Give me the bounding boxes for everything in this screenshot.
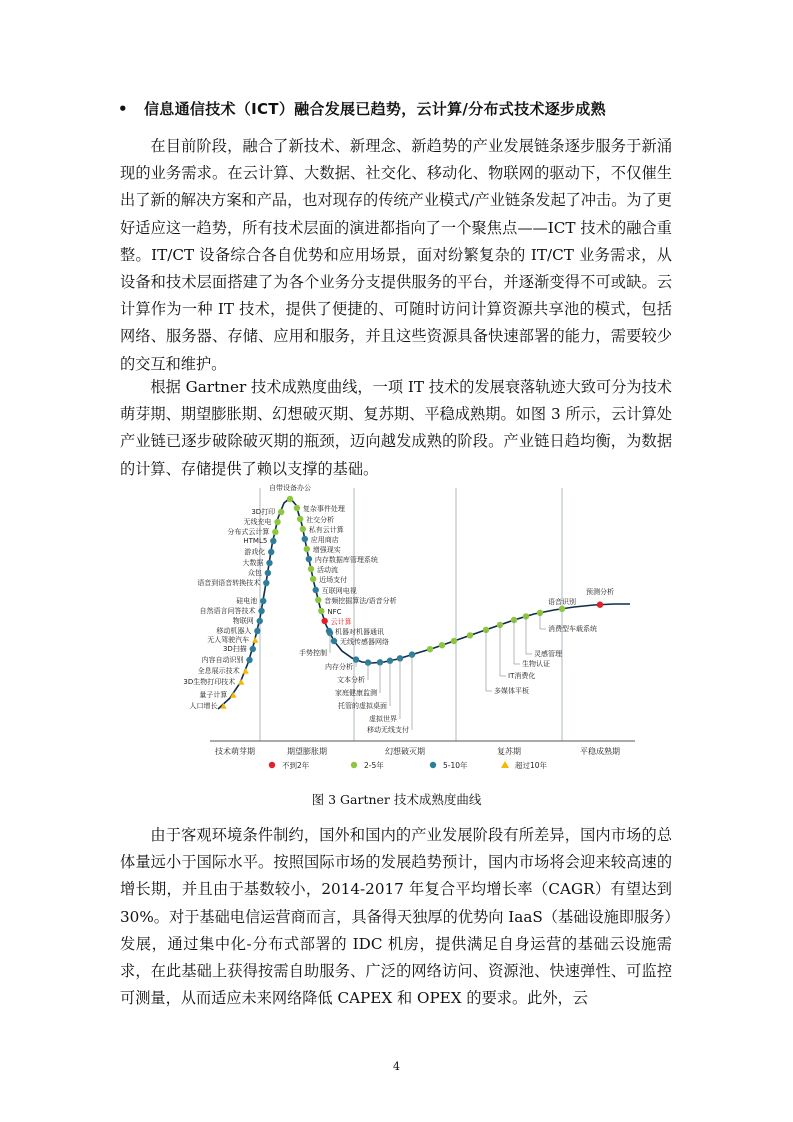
tech-marker — [268, 549, 274, 555]
tech-marker — [260, 598, 266, 604]
tech-label: 大数据 — [242, 559, 264, 567]
tech-label: 消费型车载系统 — [548, 625, 597, 633]
hype-cycle-chart — [183, 483, 640, 778]
tech-label: 虚拟世界 — [369, 715, 397, 723]
tech-label: 移动机器人 — [216, 627, 252, 635]
tech-label: 多媒体平板 — [494, 687, 529, 695]
legend-label: 5-10年 — [443, 761, 468, 770]
tech-marker — [297, 516, 303, 522]
tech-marker — [274, 519, 280, 525]
tech-label: 手势控制 — [299, 649, 327, 657]
tech-label: 机器对机器通讯 — [335, 628, 384, 636]
tech-marker — [331, 638, 337, 644]
tech-label: 无线充电 — [243, 518, 272, 526]
tech-label: 语音识别 — [548, 598, 576, 606]
tech-marker — [300, 526, 306, 532]
tech-marker — [294, 505, 300, 511]
tech-label: 分布式云计算 — [227, 528, 270, 536]
tech-label: 自然语言问答技术 — [199, 607, 256, 615]
legend-marker — [351, 762, 357, 768]
tech-label: 生物认证 — [522, 660, 550, 668]
tech-marker — [252, 637, 258, 643]
tech-marker — [559, 606, 565, 612]
tech-label: 无人驾驶汽车 — [207, 636, 250, 644]
tech-label: 活动流 — [317, 566, 338, 574]
tech-label: 内存分析 — [325, 663, 353, 671]
tech-marker — [597, 602, 603, 608]
tech-label: 物联网 — [232, 617, 254, 625]
tech-label: IT消费化 — [508, 672, 536, 680]
tech-label: NFC — [327, 608, 342, 616]
tech-label: 家庭健康监测 — [335, 689, 377, 697]
tech-label: 社交分析 — [306, 516, 335, 524]
tech-label: 游戏化 — [244, 548, 266, 556]
tech-marker — [257, 618, 263, 624]
tech-marker — [265, 570, 271, 576]
tech-marker — [278, 509, 284, 515]
tech-marker — [254, 628, 260, 634]
bullet: • — [118, 100, 128, 118]
tech-label: 增强现实 — [312, 546, 341, 554]
tech-label: 近场支付 — [319, 576, 348, 584]
tech-label: 灵感管理 — [534, 650, 562, 658]
tech-marker — [246, 657, 252, 663]
tech-label: 移动无线支付 — [367, 726, 409, 734]
tech-marker — [250, 646, 256, 652]
tech-marker — [306, 556, 312, 562]
tech-label: 人口增长 — [189, 702, 218, 710]
tech-marker — [308, 566, 314, 572]
legend-label: 不到2年 — [282, 761, 310, 770]
tech-label: 无线传感器网络 — [340, 638, 389, 646]
tech-marker — [315, 597, 321, 603]
legend-marker — [269, 762, 275, 768]
legend-marker — [430, 762, 436, 768]
phase-label: 幻想破灭期 — [385, 747, 425, 756]
tech-marker — [318, 608, 324, 614]
tech-marker — [302, 536, 308, 542]
tech-label: 内容自动识别 — [201, 656, 244, 664]
tech-label: 3D生物打印技术 — [183, 678, 236, 686]
phase-label: 技术萌芽期 — [215, 747, 255, 756]
legend-label: 超过10年 — [515, 761, 548, 770]
tech-label: 应用商店 — [310, 536, 339, 544]
tech-marker — [272, 529, 278, 535]
tech-marker — [321, 618, 327, 624]
tech-marker — [258, 608, 264, 614]
legend-label: 2-5年 — [364, 761, 384, 770]
tech-label: 预测分析 — [586, 588, 614, 596]
figure-caption: 图 3 Gartner 技术成熟度曲线 — [311, 792, 482, 807]
tech-marker — [270, 538, 276, 544]
tech-marker — [427, 646, 433, 652]
legend-marker — [501, 761, 509, 768]
tech-label: 文本分析 — [337, 676, 365, 684]
tech-label: 自带设备办公 — [269, 484, 311, 492]
heading-text: 信息通信技术（ICT）融合发展已趋势，云计算/分布式技术逐步成熟 — [144, 100, 606, 118]
phase-label: 平稳成熟期 — [580, 747, 620, 756]
tech-label: 音频挖掘算法/语音分析 — [324, 597, 397, 605]
tech-label: 云计算 — [330, 618, 352, 626]
paragraph-2: 根据 Gartner 技术成熟度曲线，一项 IT 技术的发展衰落轨迹大致可分为技术萌芽期、期望膨胀期、幻想破灭期、复苏期、平稳成熟期。如图 3 所示，云计算处产业链已逐步破除破灭期的瓶颈，迈向越发成熟的阶段。产业链日趋均衡，为数据的计算、存储提供了赖以支撑的基础。 — [120, 378, 672, 478]
tech-marker — [310, 576, 316, 582]
tech-marker — [238, 679, 244, 685]
tech-marker — [467, 632, 473, 638]
tech-label: 全息展示技术 — [197, 667, 240, 675]
tech-marker — [242, 668, 248, 674]
tech-marker — [439, 642, 445, 648]
phase-label: 期望膨胀期 — [287, 747, 327, 756]
section-heading — [118, 98, 606, 119]
tech-label: 众包 — [247, 569, 262, 577]
tech-label: 托管的虚拟桌面 — [338, 702, 387, 710]
tech-label: 3D扫描 — [222, 645, 247, 653]
tech-marker — [304, 546, 310, 552]
tech-marker — [230, 692, 236, 698]
phase-label: 复苏期 — [497, 747, 521, 756]
tech-label: 复杂事件处理 — [302, 505, 345, 513]
tech-marker — [451, 638, 457, 644]
tech-label: 3D打印 — [251, 508, 276, 516]
tech-label: 私有云计算 — [308, 526, 344, 534]
tech-label: 内存数据库管理系统 — [314, 556, 378, 564]
tech-marker — [263, 580, 269, 586]
tech-marker — [313, 587, 319, 593]
tech-label: 互联网电视 — [321, 587, 357, 595]
paragraph-1: 在目前阶段，融合了新技术、新理念、新趋势的产业发展链条逐步服务于新涌现的业务需求。在云计算、大数据、社交化、移动化、物联网的驱动下，不仅催生出了新的解决方案和产品，也对现存的传统产业模式/产业链条发起了冲击。为了更好适应这一趋势，所有技术层面的演进都指向了一个聚焦点——ICT 技术的融合重整。IT/CT 设备综合各自优势和应用场景，面对纷繁复杂的 IT/CT 业务需求，从设备和技术层面搭建了为各个业务分支提供服务的平台，并逐渐变得不可或缺。云计算作为一种 IT 技术，提供了便捷的、可随时访问计算资源共享池的模式，包括网络、服务器、存储、应用和服务，并且这些资源具备快速部署的能力，需要较少的交互和维护。 — [120, 137, 672, 373]
tech-marker — [266, 560, 272, 566]
paragraph-3: 由于客观环境条件制约，国外和国内的产业发展阶段有所差异，国内市场的总体量远小于国际水平。按照国际市场的发展趋势预计，国内市场将会迎来较高速的增长期，并且由于基数较小，2014-2017 年复合平均增长率（CAGR）有望达到 30%。对于基础电信运营商而言，具备得天独厚的优势向 IaaS（基础设施即服务）发展，通过集中化-分布式部署的 IDC 机房，提供满足自身运营的基础云设施需求，在此基础上获得按需自助服务、广泛的网络访问、资源池、快速弹性、可监控可测量，从而适应未来网络降低 CAPEX 和 OPEX 的要求。此外，云 — [120, 826, 672, 1008]
tech-label: 量子计算 — [199, 691, 228, 699]
tech-label: HTML5 — [243, 537, 268, 545]
page-number: 4 — [393, 1060, 400, 1073]
tech-marker — [287, 496, 293, 502]
tech-label: 语音到语音转换技术 — [197, 579, 261, 587]
tech-label: 硅电池 — [236, 597, 258, 605]
